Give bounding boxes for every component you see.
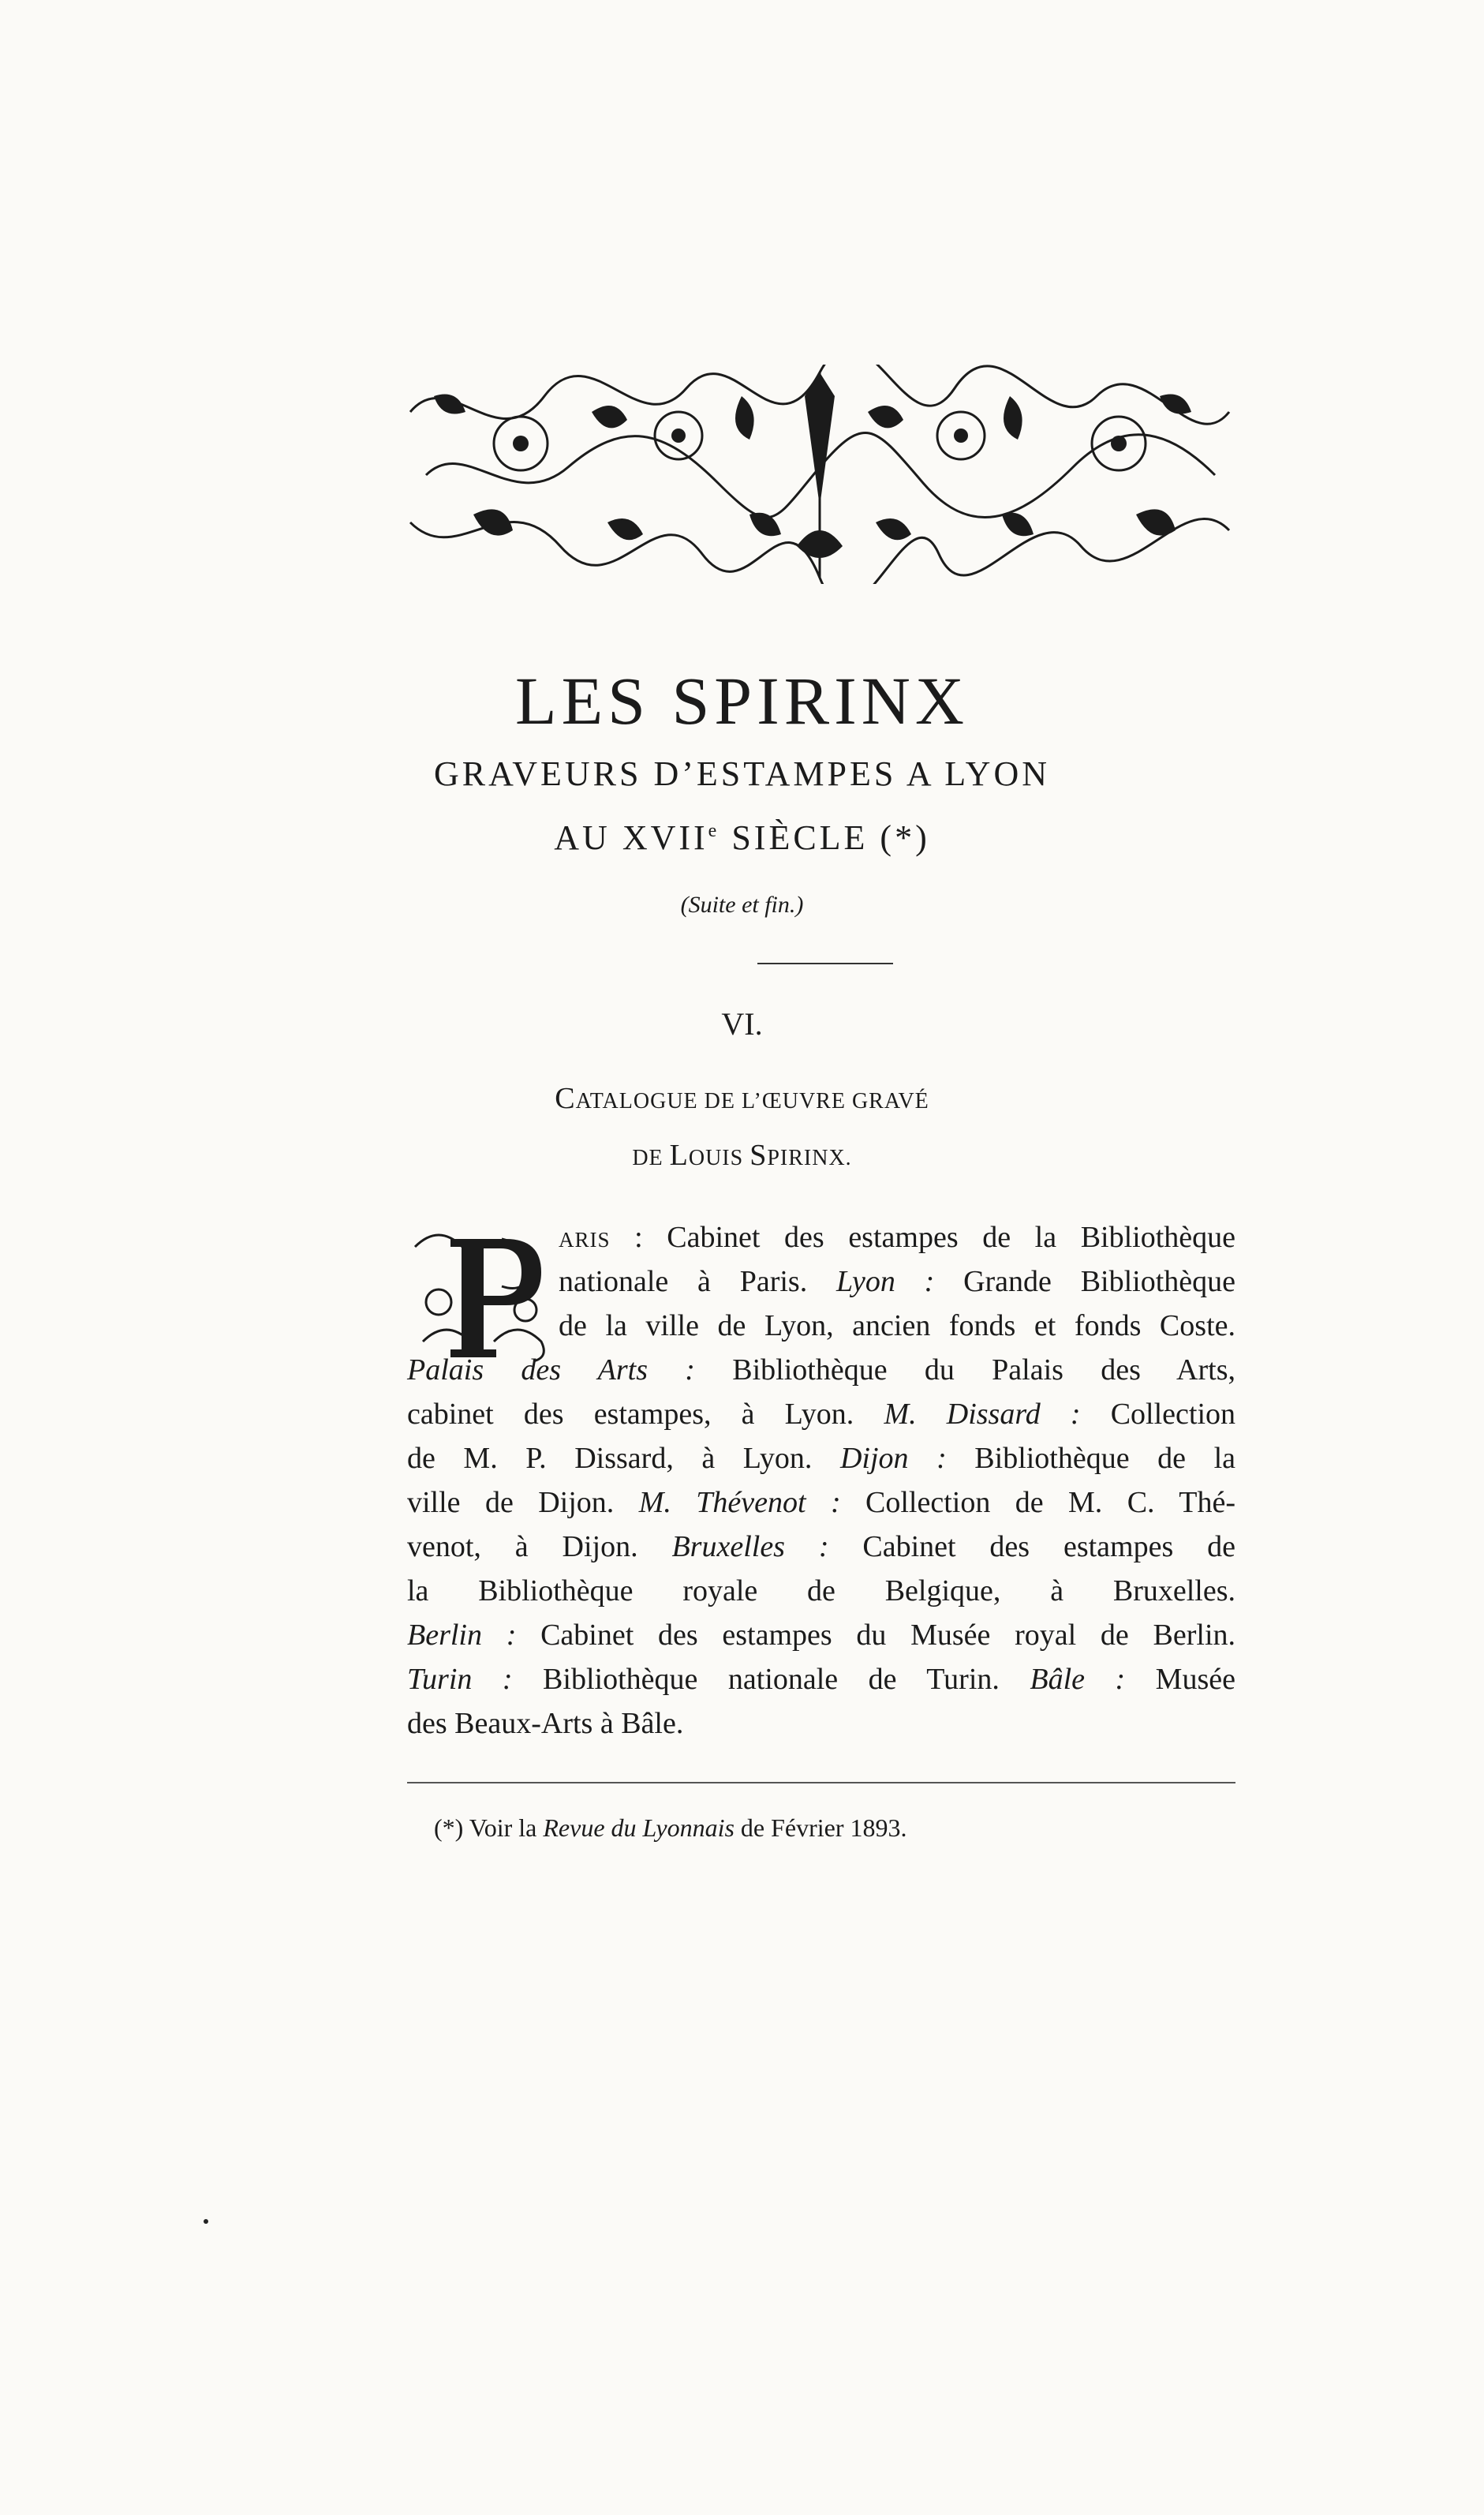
body-line-11-italic-a: Turin : (407, 1663, 513, 1696)
body-line-4-text: Bibliothèque du Palais des Arts, (694, 1353, 1236, 1387)
body-line-7-text-b: Collection de M. C. Thé- (840, 1486, 1235, 1519)
body-line-1 (559, 1215, 1235, 1259)
ink-speck (204, 2219, 208, 2224)
cat-smallcaps-3: OUIS (688, 1146, 750, 1170)
body-line-9: la Bibliothèque royale de Belgique, à Bruxelles. (407, 1574, 1235, 1607)
footnote (434, 1813, 907, 1843)
body-line-11-italic-b: Bâle : (1030, 1663, 1126, 1696)
subtitle-line-2 (0, 818, 1484, 858)
body-line-10-italic: Berlin : (407, 1619, 517, 1652)
footnote-italic: Revue du Lyonnais (543, 1813, 735, 1842)
body-line-6-italic: Dijon : (839, 1442, 947, 1475)
body-line-10 (407, 1613, 1235, 1657)
body-line-11 (407, 1657, 1235, 1701)
subtitle-line-2-pre: AU XVII (554, 818, 708, 857)
subtitle-line-1: GRAVEURS D’ESTAMPES A LYON (433, 754, 1051, 793)
body-line-12: des Beaux-Arts à Bâle. (407, 1707, 684, 1740)
cat-smallcaps-2: DE (632, 1146, 670, 1170)
body-line-2-text-a: nationale à Paris. (559, 1265, 836, 1298)
body-line-6 (407, 1436, 1235, 1480)
body-line-2 (559, 1259, 1235, 1304)
continuation-note: (Suite et fin.) (680, 892, 804, 918)
body-line-4-italic: Palais des Arts : (407, 1353, 695, 1387)
body-line-4 (407, 1348, 1235, 1392)
body-line-10-text: Cabinet des estampes du Musée royal de Berlin. (516, 1619, 1235, 1652)
section-number: VI. (721, 1006, 763, 1042)
page-title: LES SPIRINX (515, 663, 969, 739)
body-line-5-text-a: cabinet des estampes, à Lyon. (407, 1398, 884, 1431)
cat-cap-1: C (555, 1082, 576, 1115)
footnote-text-a: (*) Voir la (434, 1813, 544, 1842)
body-line-7-text-a: ville de Dijon. (407, 1486, 639, 1519)
subtitle-superscript: e (708, 821, 720, 841)
body-line-6-text-b: Bibliothèque de la (946, 1442, 1235, 1475)
body-line-8 (407, 1525, 1235, 1569)
catalogue-heading-line-1 (0, 1081, 1484, 1116)
cat-cap-2: L (669, 1139, 689, 1172)
body-line-8-italic: Bruxelles : (671, 1530, 829, 1563)
body-line-5-italic: M. Dissard : (884, 1398, 1081, 1431)
footnote-text-b: de Février 1893. (734, 1813, 907, 1842)
ornamental-initial-p-icon (407, 1223, 554, 1364)
title-divider (757, 963, 893, 964)
body-line-2-italic: Lyon : (835, 1265, 935, 1298)
body-line-7 (407, 1480, 1235, 1525)
body-line-5-text-b: Collection (1080, 1398, 1236, 1431)
body-line-8-text-a: venot, à Dijon. (407, 1530, 672, 1563)
body-line-11-text-b: Musée (1125, 1663, 1235, 1696)
body-line-3: de la ville de Lyon, ancien fonds et fonds Coste. (559, 1309, 1235, 1342)
catalogue-heading-line-2 (0, 1138, 1484, 1173)
body-line-2-text-b: Grande Bibliothèque (934, 1265, 1235, 1298)
footnote-rule (407, 1782, 1235, 1783)
cat-cap-3: S (749, 1139, 768, 1172)
body-line-1-text: : Cabinet des estampes de la Bibliothèque (610, 1221, 1235, 1254)
body-line-5 (407, 1392, 1235, 1436)
ornamental-headpiece (402, 365, 1237, 584)
body-paragraph (407, 1215, 1235, 1768)
subtitle-line-2-post: SIÈCLE (*) (720, 818, 930, 857)
body-line-7-italic: M. Thévenot : (638, 1486, 841, 1519)
body-line-11-text-a: Bibliothèque nationale de Turin. (512, 1663, 1030, 1696)
body-line-1-smallcaps: ARIS (559, 1228, 611, 1252)
body-line-8-text-b: Cabinet des estampes de (828, 1530, 1235, 1563)
cat-smallcaps-4: PIRINX. (767, 1146, 852, 1170)
cat-smallcaps-1: ATALOGUE DE L’ŒUVRE GRAVÉ (575, 1089, 929, 1113)
body-line-6-text-a: de M. P. Dissard, à Lyon. (407, 1442, 840, 1475)
